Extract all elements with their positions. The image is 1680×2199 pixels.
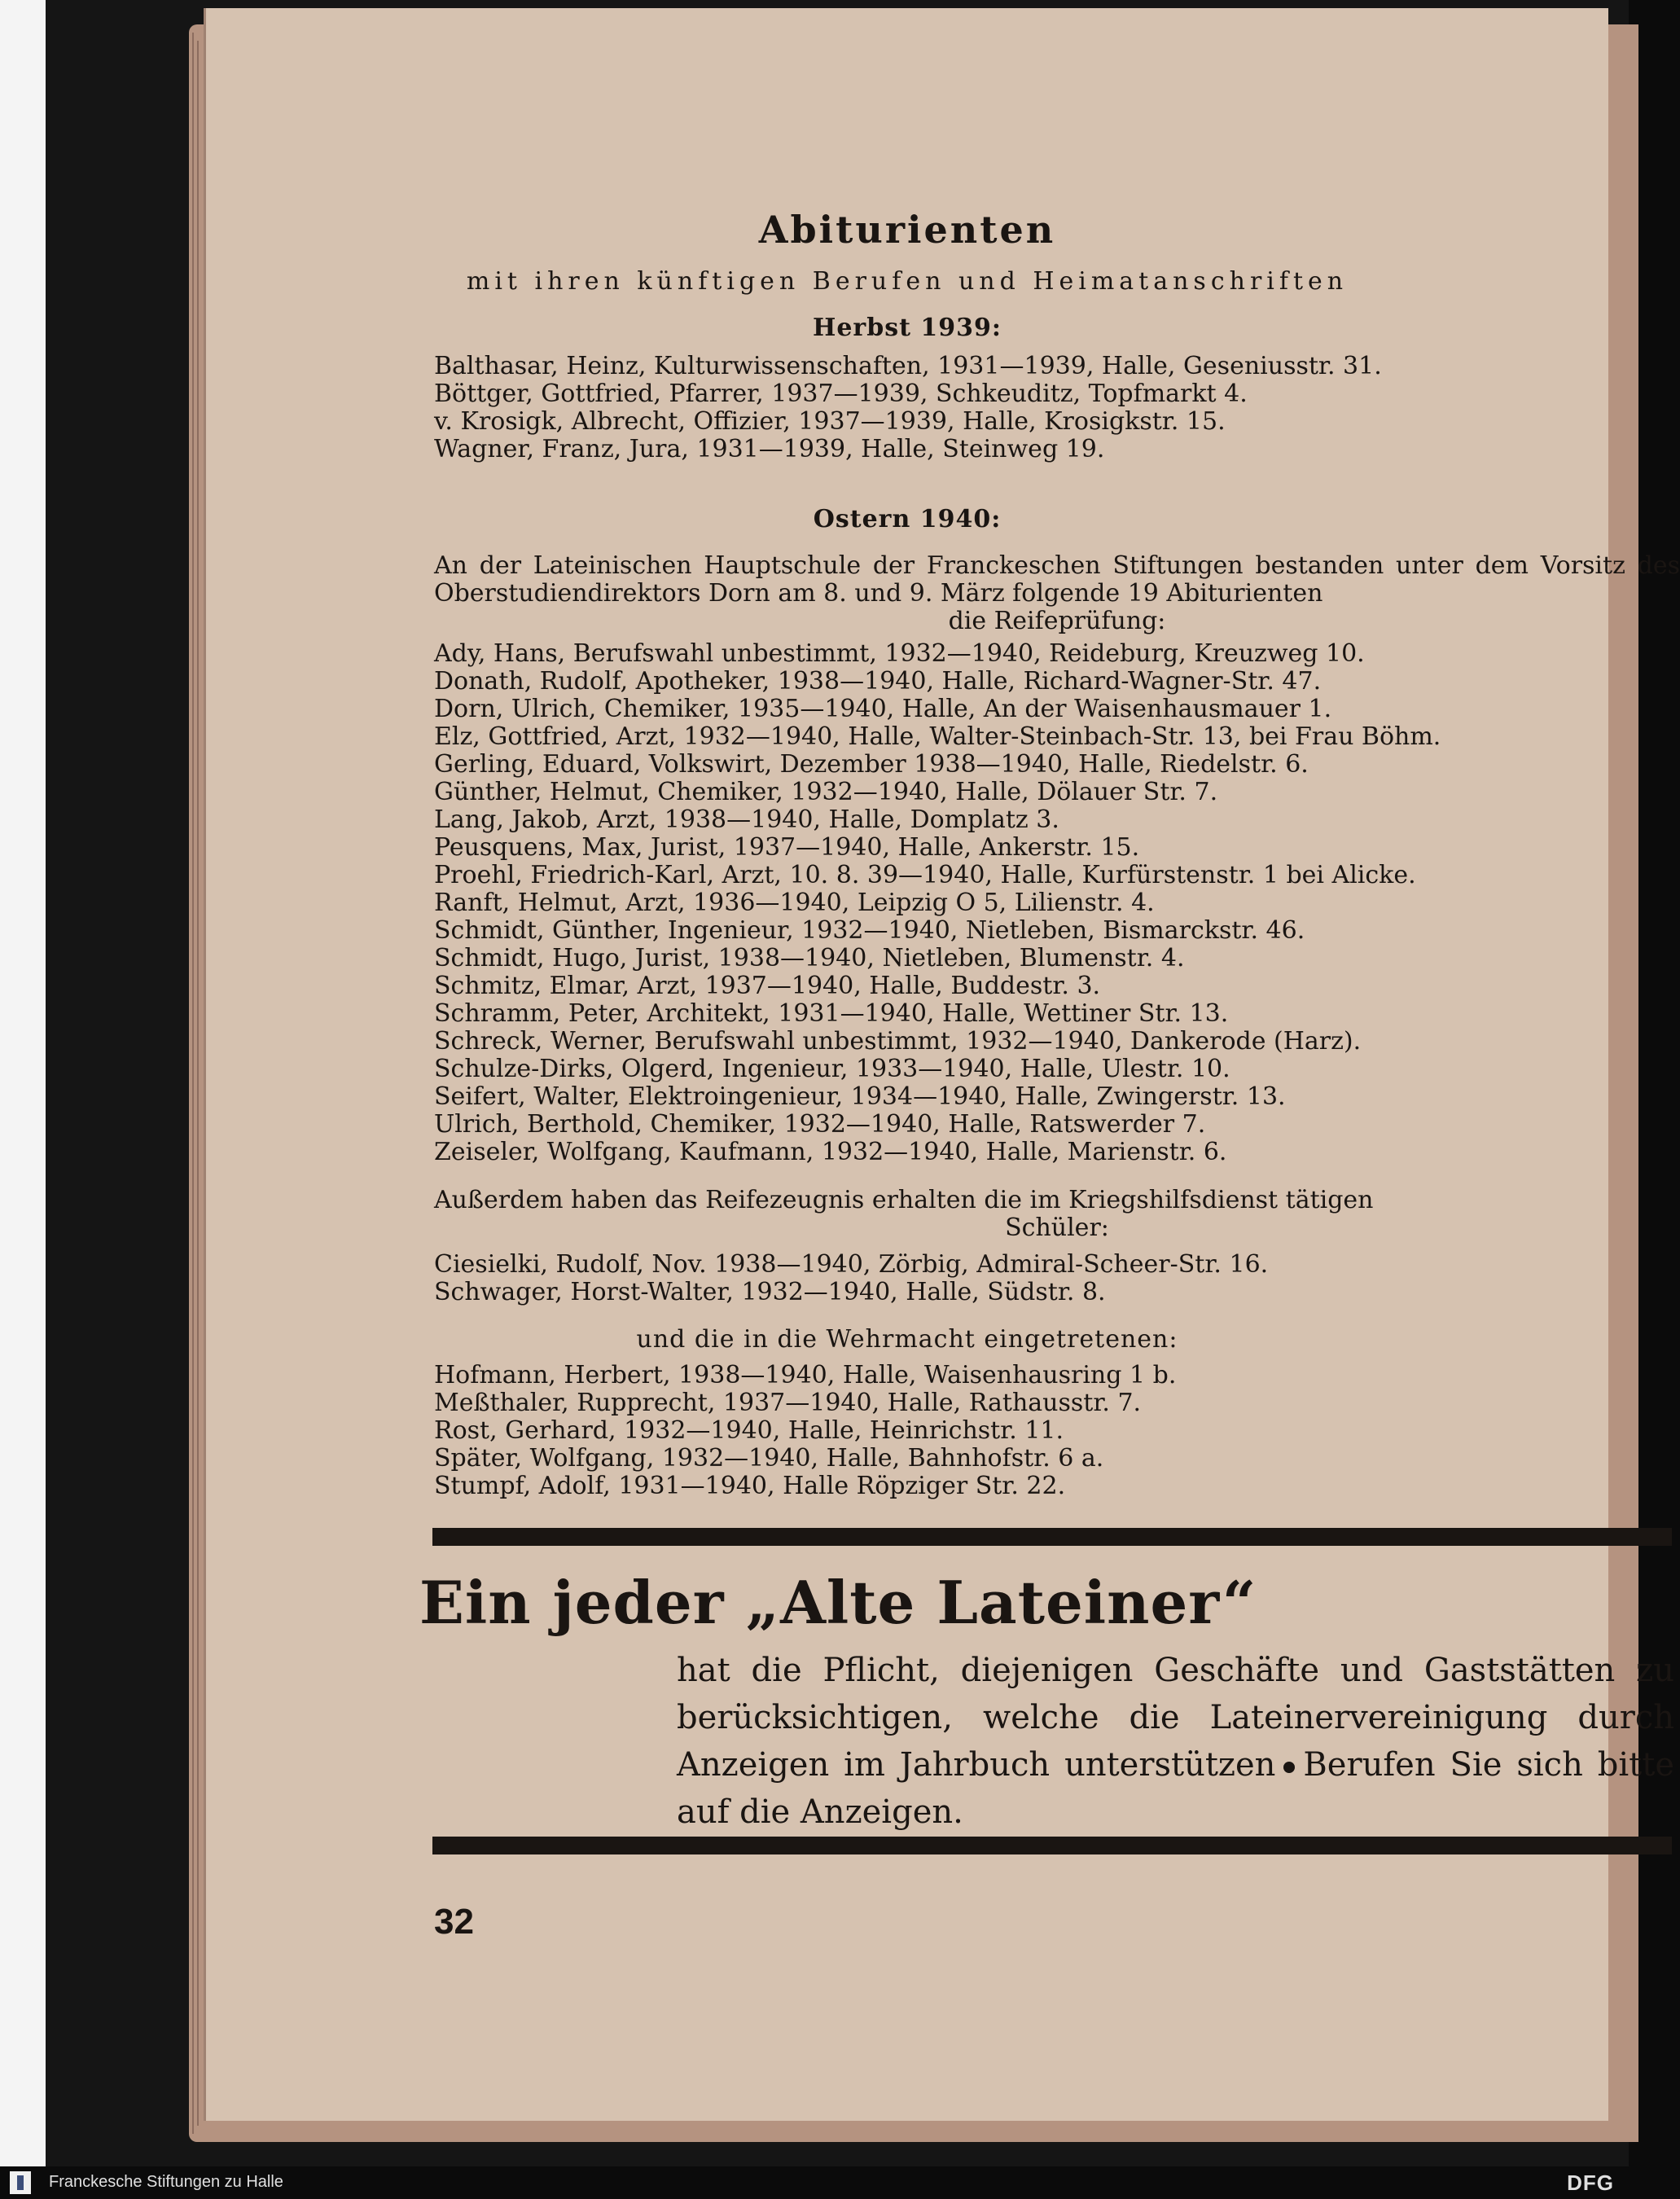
institution-logo-icon [10,2171,31,2194]
list-item: Ranft, Helmut, Arzt, 1936—1940, Leipzig O 5, Lilienstr. 4. [434,889,1155,917]
list-item: Ady, Hans, Berufswahl unbestimmt, 1932—1940, Reideburg, Kreuzweg 10. [434,639,1365,668]
page-subtitle: mit ihren künftigen Berufen und Heimatanschriften [466,267,1349,296]
page-content [206,8,1680,2121]
wehrmacht-list [434,1362,1680,1500]
list-item: v. Krosigk, Albrecht, Offizier, 1937—1939, Halle, Krosigkstr. 15. [434,407,1226,436]
list-item: Peusquens, Max, Jurist, 1937—1940, Halle, Ankerstr. 15. [434,833,1140,862]
ad-body-text-end: Berufen Sie sich bitte auf die Anzeigen. [677,1746,1674,1831]
list-item: Ciesielki, Rudolf, Nov. 1938—1940, Zörbig, Admiral-Scheer-Str. 16. [434,1250,1269,1279]
list-item: Schwager, Horst-Walter, 1932—1940, Halle, Südstr. 8. [434,1278,1106,1306]
divider-top [432,1528,1672,1546]
ostern-intro [434,552,1680,635]
ostern-intro-end: die Reifeprüfung: [948,607,1166,635]
wehrmacht-intro: und die in die Wehrmacht eingetretenen: [636,1325,1178,1354]
list-item: Proehl, Friedrich-Karl, Arzt, 10. 8. 39—1940, Halle, Kurfürstenstr. 1 bei Alicke. [434,861,1416,889]
list-item: Böttger, Gottfried, Pfarrer, 1937—1939, Schkeuditz, Topfmarkt 4. [434,380,1248,408]
list-item: Schramm, Peter, Architekt, 1931—1940, Halle, Wettiner Str. 13. [434,999,1229,1028]
footer-dfg-logo: DFG [1567,2170,1614,2195]
section-heading-ostern: Ostern 1940: [813,505,1002,533]
page-number: 32 [434,1902,474,1942]
list-item: Hofmann, Herbert, 1938—1940, Halle, Waisenhausring 1 b. [434,1361,1177,1389]
list-item: Schmidt, Hugo, Jurist, 1938—1940, Nietleben, Blumenstr. 4. [434,944,1185,972]
footer-bar [0,2166,1629,2199]
kriegshilfsdienst-intro-end: Schüler: [1005,1214,1109,1242]
list-item: Schreck, Werner, Berufswahl unbestimmt, 1932—1940, Dankerode (Harz). [434,1027,1362,1056]
herbst-list [434,353,1680,463]
ostern-intro-text: An der Lateinischen Hauptschule der Franckeschen Stiftungen bestanden unter dem Vorsitz des Oberstudiendirektors Dorn am 8. und 9. März folgende 19 Abiturienten [434,551,1680,608]
list-item: Stumpf, Adolf, 1931—1940, Halle Röpziger Str. 22. [434,1472,1066,1500]
kriegshilfsdienst-intro [434,1187,1680,1242]
list-item: Schmidt, Günther, Ingenieur, 1932—1940, Nietleben, Bismarckstr. 46. [434,916,1305,945]
divider-bottom [432,1837,1672,1854]
list-item: Balthasar, Heinz, Kulturwissenschaften, 1931—1939, Halle, Geseniusstr. 31. [434,352,1382,380]
list-item: Rost, Gerhard, 1932—1940, Halle, Heinrichstr. 11. [434,1416,1064,1445]
list-item: Schmitz, Elmar, Arzt, 1937—1940, Halle, Buddestr. 3. [434,972,1101,1000]
list-item: Donath, Rudolf, Apotheker, 1938—1940, Halle, Richard-Wagner-Str. 47. [434,667,1322,696]
list-item: Gerling, Eduard, Volkswirt, Dezember 1938—1940, Halle, Riedelstr. 6. [434,750,1309,779]
ostern-list [434,640,1680,1166]
list-item: Zeiseler, Wolfgang, Kaufmann, 1932—1940, Halle, Marienstr. 6. [434,1138,1227,1166]
document-page [204,8,1680,2121]
bullet-icon [1283,1762,1295,1773]
list-item: Seifert, Walter, Elektroingenieur, 1934—1940, Halle, Zwingerstr. 13. [434,1082,1286,1111]
list-item: Elz, Gottfried, Arzt, 1932—1940, Halle, Walter-Steinbach-Str. 13, bei Frau Böhm. [434,722,1441,751]
section-heading-herbst: Herbst 1939: [813,314,1002,342]
footer-institution: Franckesche Stiftungen zu Halle [49,2173,283,2191]
list-item: Schulze-Dirks, Olgerd, Ingenieur, 1933—1940, Halle, Ulestr. 10. [434,1055,1230,1083]
ad-body-text: hat die Pflicht, diejenigen Geschäfte und Gaststätten zu berücksichtigen, welche die Lateinervereinigung durch Anzeigen im Jahrbuch unterstützen [677,1652,1674,1784]
page-title: Abiturienten [758,208,1056,252]
list-item: Ulrich, Berthold, Chemiker, 1932—1940, Halle, Ratswerder 7. [434,1110,1206,1139]
ad-title: Ein jeder „Alte Lateiner“ [419,1568,1257,1637]
list-item: Meßthaler, Rupprecht, 1937—1940, Halle, Rathausstr. 7. [434,1389,1142,1417]
left-margin [0,0,46,2199]
list-item: Günther, Helmut, Chemiker, 1932—1940, Halle, Dölauer Str. 7. [434,778,1218,806]
list-item: Dorn, Ulrich, Chemiker, 1935—1940, Halle, An der Waisenhausmauer 1. [434,695,1332,723]
kriegshilfsdienst-intro-text: Außerdem haben das Reifezeugnis erhalten die im Kriegshilfsdienst tätigen [434,1186,1374,1214]
kriegshilfsdienst-list [434,1251,1680,1306]
list-item: Lang, Jakob, Arzt, 1938—1940, Halle, Domplatz 3. [434,805,1059,834]
list-item: Wagner, Franz, Jura, 1931—1939, Halle, Steinweg 19. [434,435,1105,463]
list-item: Später, Wolfgang, 1932—1940, Halle, Bahnhofstr. 6 a. [434,1444,1104,1473]
ad-body [677,1647,1674,1836]
